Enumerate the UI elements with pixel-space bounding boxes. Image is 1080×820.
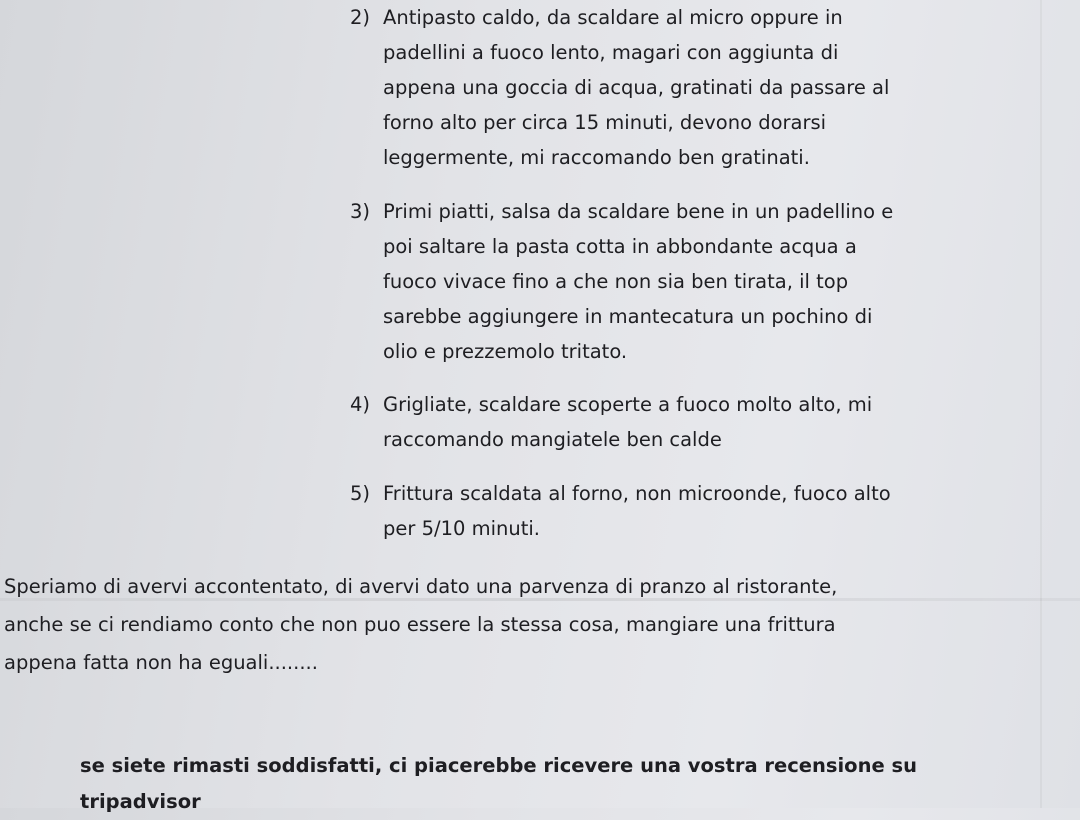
list-item-number: 3) <box>350 200 371 223</box>
list-item-text: Primi piatti, salsa da scaldare bene in un padellino e poi saltare la pasta cotta in abbondante acqua a fuoco vivace fino a che non sia ben tirata, il top sarebbe aggiungere in mantecatura un pochino di olio e prezzemolo tritato. <box>383 200 894 363</box>
list-item-text: Frittura scaldata al forno, non microonde, fuoco alto per 5/10 minuti. <box>383 482 891 540</box>
list-item-number: 5) <box>350 482 371 505</box>
paper-fold-vertical <box>1040 0 1042 808</box>
review-request: se siete rimasti soddisfatti, ci piacerebbe ricevere una vostra recensione su tripadvisor <box>80 754 917 813</box>
list-item-number: 4) <box>350 393 371 416</box>
closing-paragraph: Speriamo di avervi accontentato, di avervi dato una parvenza di pranzo al ristorante, anche se ci rendiamo conto che non puo essere la stessa cosa, mangiare una frittura appena fatta non ha eguali........ <box>4 575 838 674</box>
list-item-number: 2) <box>350 6 371 29</box>
list-item-text: Grigliate, scaldare scoperte a fuoco molto alto, mi raccomando mangiatele ben calde <box>383 393 873 451</box>
list-item-text: Antipasto caldo, da scaldare al micro oppure in padellini a fuoco lento, magari con aggiunta di appena una goccia di acqua, gratinati da passare al forno alto per circa 15 minuti, devono dorarsi leggermente, mi raccomando ben gratinati. <box>383 6 890 169</box>
